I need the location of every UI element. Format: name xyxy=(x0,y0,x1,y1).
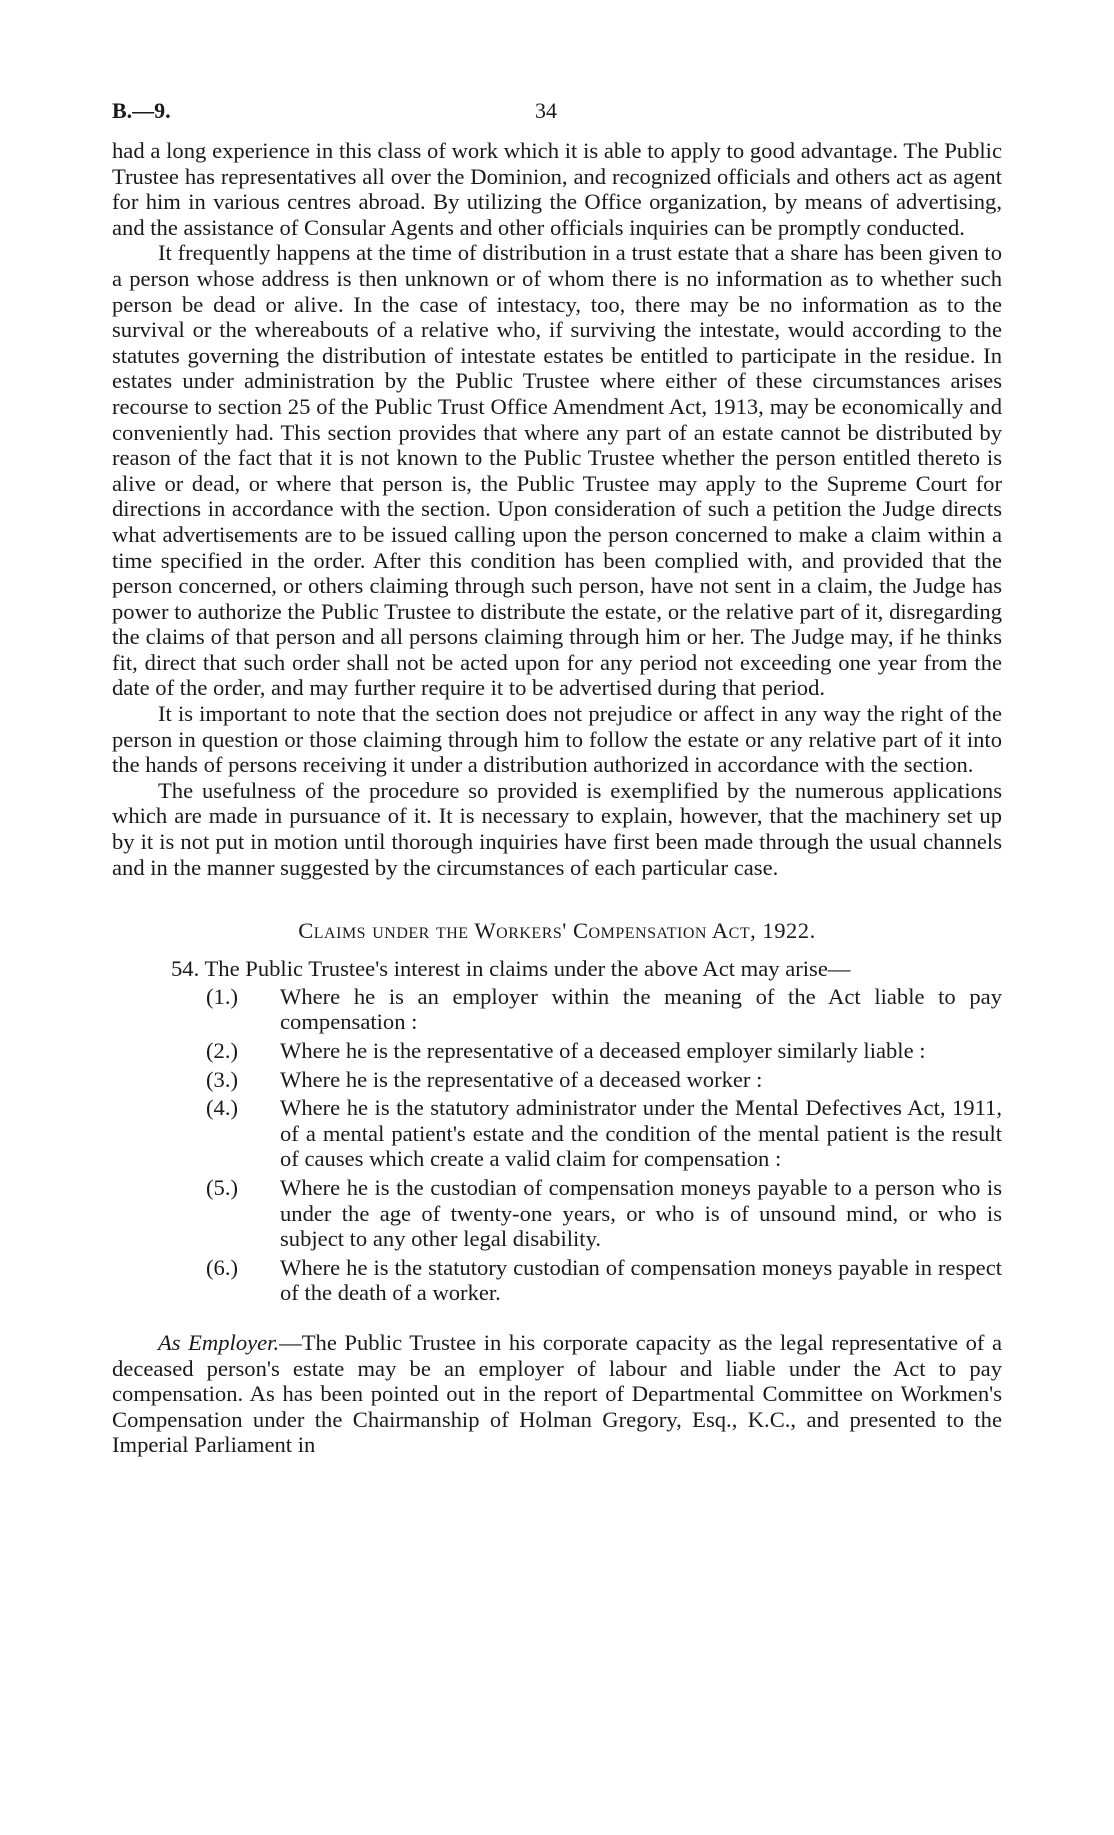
document-page xyxy=(112,98,1002,1458)
list-item xyxy=(112,984,1002,1035)
page-header xyxy=(112,98,1002,138)
list-item-text: Where he is the statutory custodian of compensation moneys payable in respect of the death of a worker. xyxy=(280,1254,1002,1306)
list-item-number: (6.) xyxy=(206,1254,238,1280)
section-intro: 54. The Public Trustee's interest in claims under the above Act may arise— xyxy=(171,956,851,982)
list-item-text: Where he is the representative of a deceased worker : xyxy=(280,1066,763,1092)
paragraph-prejudice: It is important to note that the section does not prejudice or affect in any way the right of the person in question or those claiming through him to follow the estate or any relative part of it into the hands of persons receiving it under a distribution authorized in accordance with the section. xyxy=(112,701,1002,778)
list-item xyxy=(112,1038,1002,1064)
employer-label: As Employer. xyxy=(158,1329,280,1355)
list-item-text: Where he is the custodian of compensation moneys payable to a person who is under the age of twenty-one years, or who is of unsound mind, or who is subject to any other legal disability. xyxy=(280,1174,1002,1252)
list-item-number: (4.) xyxy=(206,1095,238,1121)
list-item-text: Where he is an employer within the meaning of the Act liable to pay compensation : xyxy=(280,983,1002,1035)
list-item xyxy=(112,1175,1002,1252)
list-item-number: (1.) xyxy=(206,983,238,1009)
list-item-text: Where he is the representative of a deceased employer similarly liable : xyxy=(280,1038,926,1063)
page-number: 34 xyxy=(535,98,557,123)
list-item-number: (5.) xyxy=(206,1174,238,1200)
paragraph-continuation: had a long experience in this class of work which it is able to apply to good advantage. The Public Trustee has representatives all over the Dominion, and recognized officials and others act as agent for him in various centres abroad. By utilizing the Office organization, by means of advertising, and the assistance of Consular Agents and other officials inquiries can be promptly conducted. xyxy=(112,138,1002,240)
document-code: B.—9. xyxy=(112,98,171,123)
claims-list xyxy=(112,984,1002,1306)
paragraph-usefulness: The usefulness of the procedure so provided is exemplified by the numerous applications which are made in pursuance of it. It is necessary to explain, however, that the machinery set up by it is not put in motion until thorough inquiries have first been made through the usual channels and in the manner suggested by the circumstances of each particular case. xyxy=(112,777,1002,880)
section-heading: Claims under the Workers' Compensation Act, 1922. xyxy=(298,918,816,944)
paragraph-as-employer xyxy=(112,1330,1002,1458)
paragraph-distribution: It frequently happens at the time of distribution in a trust estate that a share has been given to a person whose address is then unknown or of whom there is no information as to whether such person be dead or alive. In the case of intestacy, too, there may be no information as to the survival or the whereabouts of a relative who, if surviving the intestate, would according to the statutes governing the distribution of intestate estates be entitled to participate in the residue. In estates under administration by the Public Trustee where either of these circumstances arises recourse to section 25 of the Public Trust Office Amendment Act, 1913, may be economically and conveniently had. This section provides that where any part of an estate cannot be distributed by reason of the fact that it is not known to the Public Trustee whether the person entitled thereto is alive or dead, or where that person is, the Public Trustee may apply to the Supreme Court for directions in accordance with the section. Upon consideration of such a petition the Judge directs what advertisements are to be issued calling upon the person concerned to make a claim within a time specified in the order. After this condition has been complied with, and provided that the person concerned, or others claiming through such person, have not sent in a claim, the Judge has power to authorize the Public Trustee to distribute the estate, or the relative part of it, disregarding the claims of that person and all persons claiming through him or her. The Judge may, if he thinks fit, direct that such order shall not be acted upon for any period not exceeding one year from the date of the order, and may further require it to be advertised during that period. xyxy=(112,240,1002,701)
list-item xyxy=(112,1067,1002,1093)
list-item-number: (2.) xyxy=(206,1038,238,1063)
list-item-text: Where he is the statutory administrator under the Mental Defectives Act, 1911, of a mental patient's estate and the condition of the mental patient is the result of causes which create a valid claim for compensation : xyxy=(280,1095,1002,1172)
employer-text: —The Public Trustee in his corporate capacity as the legal representative of a deceased person's estate may be an employer of labour and liable under the Act to pay compensation. As has been pointed out in the report of Departmental Committee on Workmen's Compensation under the Chairmanship of Holman Gregory, Esq., K.C., and presented to the Imperial Parliament in xyxy=(112,1329,1002,1458)
list-item xyxy=(112,1095,1002,1172)
list-item-number: (3.) xyxy=(206,1066,238,1092)
list-item xyxy=(112,1255,1002,1306)
